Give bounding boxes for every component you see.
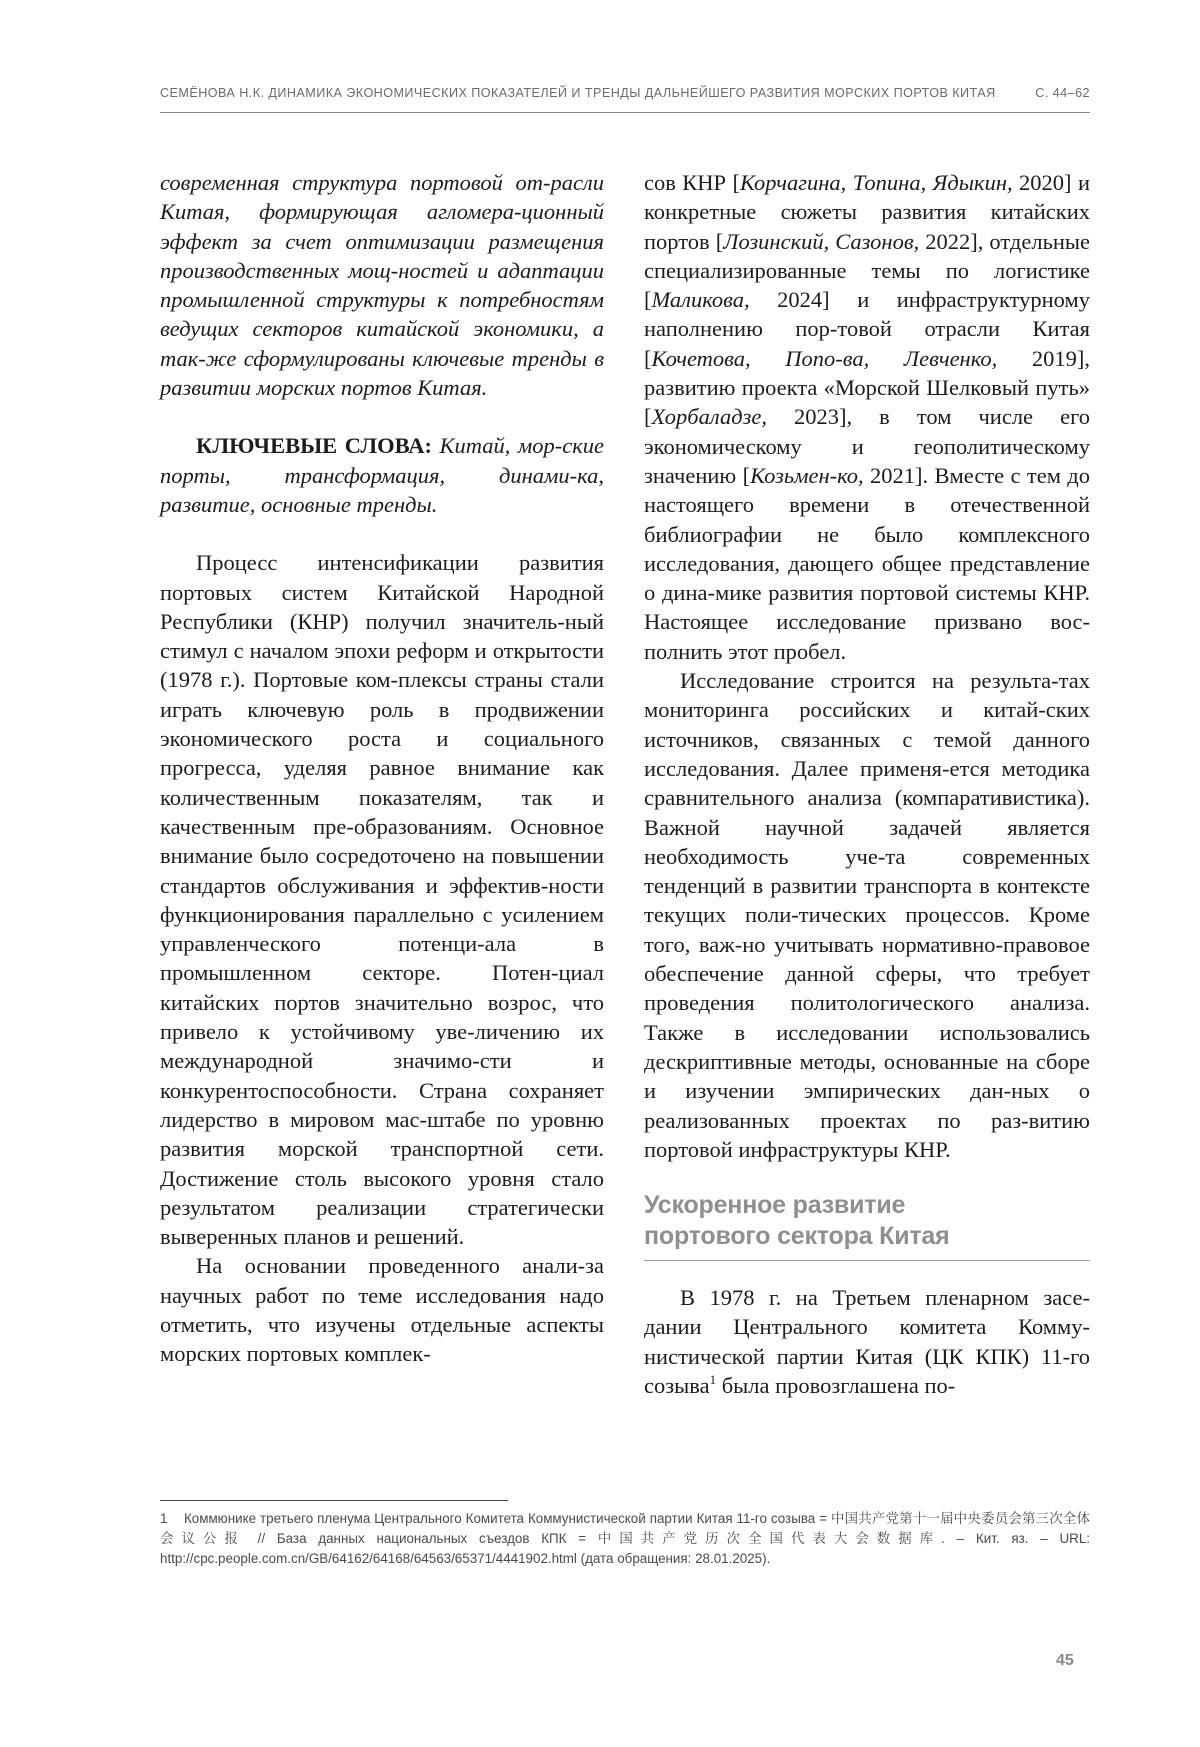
citation: Козьмен-ко,	[750, 462, 864, 488]
footnote-divider	[160, 1500, 508, 1501]
citation: Хорбаладзе,	[651, 404, 767, 430]
footnote-text: Коммюнике третьего пленума Центрального Комитета Коммунистической партии Китая 11-го созыва = 中国共产党第十一届中央委员会第三次全体会议公报 // База данных национальных съездов КПК = 中国共产党历次全国代表大会数据库. – Кит. яз. – URL: http://cpc.people.com.cn/GB/64162/64168/64563/65371/4441902.html (дата обращения: 28.01.2025).	[160, 1511, 1090, 1566]
right-column	[644, 168, 1090, 1400]
section-heading-line: Ускоренное развитие	[644, 1191, 906, 1220]
text-segment: сов КНР [	[644, 170, 740, 195]
abstract-ending: современная структура портовой от-расли Китая, формирующая агломера-ционный эффект за счет оптимизации размещения производственных мощ-ностей и адаптации промышленной структуры к потребностям ведущих секторов китайской экономики, а так-же сформулированы ключевые тренды в развитии морских портов Китая.	[160, 170, 604, 401]
keywords-text: Китай, мор-ские порты, трансформация, динами-ка, развитие, основные тренды.	[160, 433, 604, 517]
text-segment: В 1978 г. на Третьем пленарном засе-дании Центрального комитета Комму-нистической партии Китая (ЦК КПК) 11-го созыва	[644, 1285, 1090, 1398]
paragraph-methods: Исследование строится на результа-тах мониторинга российских и китай-ских источников, связанных с темой данного исследования. Далее применя-ется методика сравнительного анализа (компаративистика). Важной научной задачей является необходимость уче-та современных тенденций в развитии транспорта в контексте текущих поли-тических процессов. Кроме того, важ-но учитывать нормативно-правовое обеспечение данной сферы, что требует проведения политологического анализа. Также в исследовании использовались дескриптивные методы, основанные на сборе и изучении эмпирических дан-ных о реализованных проектах по раз-витию портовой инфраструктуры КНР.	[644, 668, 1090, 1162]
text-segment: 2021]. Вместе с тем до настоящего времени в отечественной библиографии не было комплексного исследования, дающего общее представление о дина-мике развития портовой системы КНР. Настоящее исследование призвано вос-полнить этот пробел.	[644, 462, 1090, 664]
section-heading	[644, 1190, 1090, 1261]
keywords-label: КЛЮЧЕВЫЕ СЛОВА:	[196, 433, 432, 459]
citation: Корчагина, Топина, Ядыкин,	[739, 170, 1013, 195]
left-column	[160, 168, 604, 1369]
footnote-reference[interactable]: 1	[709, 1371, 717, 1387]
paragraph-1978	[644, 1283, 1090, 1400]
page-number: 45	[1056, 1652, 1074, 1669]
citation: Лозинский, Сазонов,	[723, 228, 920, 254]
citation: Кочетова, Попо-ва, Левченко,	[651, 345, 998, 371]
keywords	[160, 431, 604, 519]
running-header-pages: С. 44–62	[1035, 86, 1090, 100]
text-segment: 2022], отдельные специализированные темы по логистике [	[644, 228, 1090, 313]
footnote	[160, 1509, 1090, 1569]
footnote-number: 1	[160, 1511, 168, 1526]
running-header-title: СЕМЁНОВА Н.К. ДИНАМИКА ЭКОНОМИЧЕСКИХ ПОКАЗАТЕЛЕЙ И ТРЕНДЫ ДАЛЬНЕЙШЕГО РАЗВИТИЯ МОРСКИХ ПОРТОВ КИТАЯ	[160, 86, 996, 100]
citation: Маликова,	[651, 287, 750, 313]
paragraph-literature	[644, 168, 1090, 666]
header-divider	[160, 112, 1090, 113]
paragraph-analysis: На основании проведенного анали-за научных работ по теме исследования надо отметить, что изучены отдельные аспекты морских портовых комплек-	[160, 1253, 604, 1367]
text-segment: 2020] и конкретные сюжеты развития китайских портов [	[644, 170, 1090, 254]
section-heading-line: портового сектора Китая	[644, 1222, 950, 1251]
text-segment: 2019], развитию проекта «Морской Шелковый путь» [	[644, 345, 1091, 430]
running-header	[160, 86, 1090, 100]
paragraph-intro: Процесс интенсификации развития портовых систем Китайской Народной Республики (КНР) получил значитель-ный стимул с началом эпохи реформ и открытости (1978 г.). Портовые ком-плексы страны стали играть ключевую роль в продвижении экономического роста и социального прогресса, уделяя равное внимание как количественным показателям, так и качественным пре-образованиям. Основное внимание было сосредоточено на повышении стандартов обслуживания и эффектив-ности функционирования параллельно с усилением управленческого потенци-ала в промышленном секторе. Потен-циал китайских портов значительно возрос, что привело к устойчивому уве-личению их международной значимо-сти и конкурентоспособности. Страна сохраняет лидерство в мировом мас-штабе по уровню развития морской транспортной сети. Достижение столь высокого уровня стало результатом реализации стратегически выверенных планов и решений.	[160, 550, 604, 1250]
text-segment: 2024] и инфраструктурному наполнению пор-товой отрасли Китая [	[644, 287, 1090, 371]
text-segment: была провозглашена по-	[716, 1372, 956, 1398]
text-segment: 2023], в том числе его экономическому и геополитическому значению [	[644, 404, 1090, 488]
